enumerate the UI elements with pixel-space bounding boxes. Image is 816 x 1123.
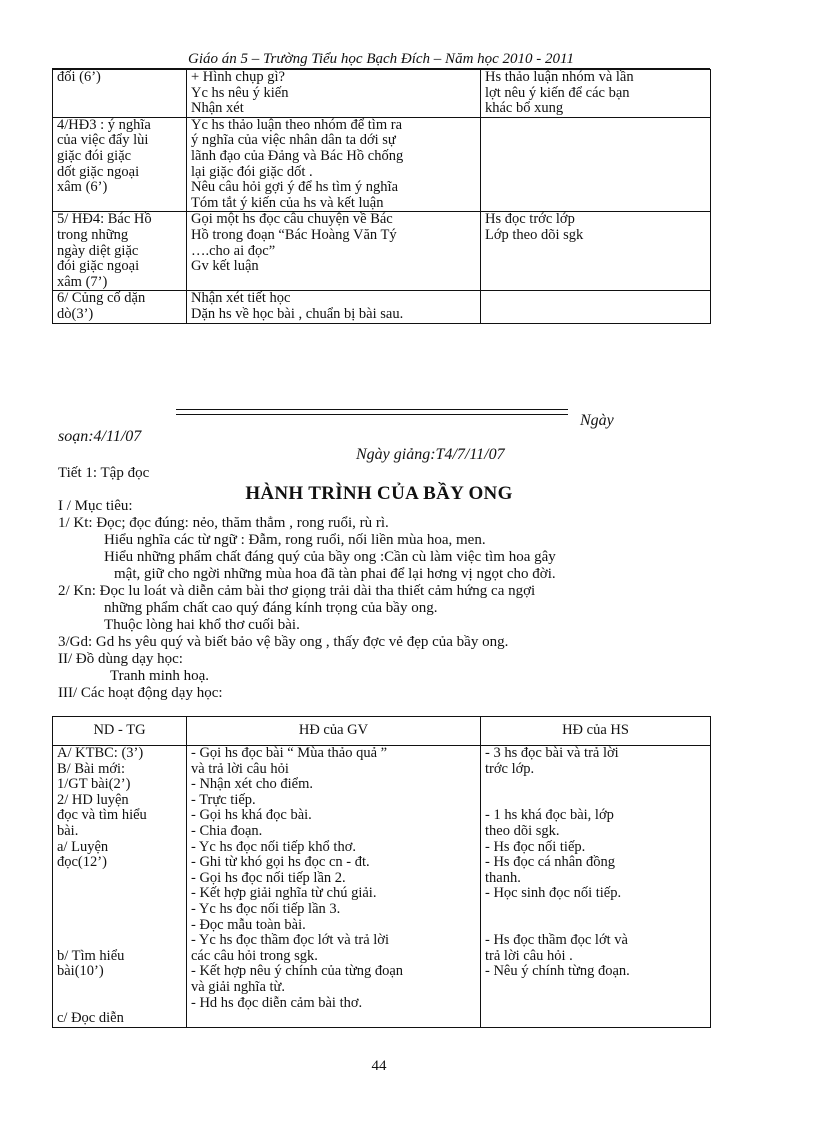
teacher-line: - Trực tiếp.: [191, 791, 256, 808]
teacher-line: - Yc hs đọc thầm đọc lớt và trả lời: [191, 932, 390, 949]
student-line: trớc lớp.: [485, 760, 535, 777]
teacher-line: - Gọi hs khá đọc bài.: [191, 807, 312, 824]
table-row: [53, 746, 711, 1028]
teacher-line: Nhận xét: [191, 100, 244, 117]
teacher-activity-cell: [187, 70, 481, 118]
teacher-activity-cell: [187, 117, 481, 212]
page-header: Giáo án 5 – Trường Tiểu học Bạch Đích – Năm học 2010 - 2011: [52, 50, 710, 69]
content-line: 1/GT bài(2’): [57, 776, 131, 793]
content-line: [57, 886, 182, 902]
objective-skill: 2/ Kn: Đọc lu loát và diễn cảm bài thơ giọng trải dài tha thiết cảm hứng ca ngợi: [58, 583, 536, 599]
teacher-line: - Yc hs đọc nối tiếp lần 3.: [191, 900, 341, 917]
content-line: [57, 980, 182, 996]
student-line: - Hs đọc nối tiếp.: [485, 838, 586, 855]
teacher-line: Gv kết luận: [191, 258, 259, 275]
teacher-line: - Kết hợp giải nghĩa từ chú giải.: [191, 885, 377, 902]
objective-education: 3/Gd: Gd hs yêu quý và biết bảo vệ bầy ong , thấy đợc vẻ đẹp của bầy ong.: [58, 634, 509, 650]
content-line: A/ KTBC: (3’): [57, 745, 144, 761]
objectives-heading: I / Mục tiêu:: [58, 498, 133, 514]
activities-heading: III/ Các hoạt động dạy học:: [58, 685, 223, 701]
objective-skill-cont: những phẩm chất cao quý đáng kính trọng của bầy ong.: [104, 600, 438, 616]
table-header-row: [53, 717, 711, 746]
teacher-line: Tóm tắt ý kiến của hs và kết luận: [191, 194, 384, 211]
table-row: [53, 212, 711, 291]
teacher-line: các câu hỏi trong sgk.: [191, 947, 318, 964]
student-line: - Hs đọc thầm đọc lớt và: [485, 932, 628, 949]
student-line: [485, 918, 706, 934]
table-row: [53, 291, 711, 323]
teacher-line: ….cho ai đọc”: [191, 242, 276, 259]
objective-knowledge-vocab: Hiểu nghĩa các từ ngữ : Đẫm, rong ruổi, nối liền mùa hoa, men.: [104, 532, 486, 548]
teacher-line: - Gọi hs đọc bài “ Mùa thảo quả ”: [191, 745, 388, 761]
teacher-line: - Nhận xét cho điểm.: [191, 776, 314, 793]
header-student-activity: HĐ của HS: [481, 717, 711, 746]
content-line: c/ Đọc diễn: [57, 1010, 124, 1027]
content-line: B/ Bài mới:: [57, 760, 126, 777]
teaching-date: Ngày giảng:T4/7/11/07: [356, 446, 505, 463]
teacher-activity-cell: [187, 291, 481, 323]
student-line: trả lời câu hỏi .: [485, 947, 573, 964]
prepared-date: soạn:4/11/07: [58, 428, 142, 445]
objective-knowledge-meaning: Hiểu những phẩm chất đáng quý của bầy ong :Cần cù làm việc tìm hoa gây: [104, 549, 556, 565]
content-line: dốt giặc ngoại: [57, 163, 140, 180]
content-line: [57, 871, 182, 887]
table-row: [53, 70, 711, 118]
content-line: đọc và tìm hiểu: [57, 807, 147, 824]
teacher-line: ý nghĩa của việc nhân dân ta dới sự: [191, 132, 396, 149]
teacher-line: - Kết hợp nêu ý chính của từng đoạn: [191, 963, 404, 980]
teacher-activity-cell: [187, 212, 481, 291]
content-line: [57, 902, 182, 918]
student-line: - 3 hs đọc bài và trả lời: [485, 745, 619, 761]
content-line: 4/HĐ3 : ý nghĩa: [57, 116, 151, 133]
content-line: 6/ Củng cố dặn: [57, 290, 146, 307]
content-line: đọc(12’): [57, 854, 107, 871]
teacher-line: Dặn hs về học bài , chuẩn bị bài sau.: [191, 305, 404, 322]
content-line: 2/ HD luyện: [57, 791, 129, 808]
student-line: thanh.: [485, 869, 521, 886]
content-line: dò(3’): [57, 305, 94, 322]
teacher-line: Gọi một hs đọc câu chuyện về Bác: [191, 211, 393, 228]
content-line: 5/ HĐ4: Bác Hồ: [57, 211, 152, 228]
student-activity-cell: [481, 212, 711, 291]
teacher-line: Yc hs thảo luận theo nhóm để tìm ra: [191, 116, 403, 133]
teacher-line: Hồ trong đoạn “Bác Hoàng Văn Tý: [191, 226, 397, 243]
page-number: 44: [371, 1058, 387, 1074]
student-activity-cell: [481, 70, 711, 118]
student-activity-cell: [481, 117, 711, 212]
student-line: - Nêu ý chính từng đoạn.: [485, 963, 630, 980]
student-line: [485, 793, 706, 809]
teacher-line: - Yc hs đọc nối tiếp khổ thơ.: [191, 838, 356, 855]
teacher-line: - Đọc mẫu toàn bài.: [191, 916, 306, 933]
materials-heading: II/ Đồ dùng dạy học:: [58, 651, 183, 667]
student-line: theo dõi sgk.: [485, 822, 560, 839]
teacher-line: - Ghi từ khó gọi hs đọc cn - đt.: [191, 854, 370, 871]
content-line: đói giặc ngoại: [57, 258, 140, 275]
content-time-cell: [53, 291, 187, 323]
table-row: [53, 117, 711, 212]
objective-knowledge-meaning-cont: mật, giữ cho ngời những mùa hoa đã tàn phai để lại hơng vị ngọt cho đời.: [114, 566, 556, 582]
lesson-objectives: [58, 498, 718, 702]
header-teacher-activity: HĐ của GV: [187, 717, 481, 746]
content-line: b/ Tìm hiểu: [57, 947, 125, 964]
teacher-line: Nêu câu hỏi gợi ý để hs tìm ý nghĩa: [191, 179, 399, 196]
content-time-cell: [53, 117, 187, 212]
content-time-cell: [53, 212, 187, 291]
content-line: [57, 996, 182, 1012]
student-line: - Hs đọc cá nhân đồng: [485, 854, 616, 871]
teacher-line: Yc hs nêu ý kiến: [191, 84, 289, 101]
content-line: bài(10’): [57, 963, 104, 980]
content-line: giặc đói giặc: [57, 147, 132, 164]
content-line: của việc đẩy lùi: [57, 132, 149, 149]
teacher-line: Nhận xét tiết học: [191, 290, 291, 307]
lesson-period: Tiết 1: Tập đọc: [58, 465, 150, 481]
teacher-line: và giải nghĩa từ.: [191, 978, 286, 995]
teacher-line: - Hd hs đọc diễn cảm bài thơ.: [191, 994, 363, 1011]
student-line: - 1 hs khá đọc bài, lớp: [485, 807, 614, 824]
teacher-activity-cell: [187, 746, 481, 1028]
content-time-cell: [53, 746, 187, 1028]
student-line: Hs thảo luận nhóm và lần: [485, 69, 634, 85]
teacher-line: và trả lời câu hỏi: [191, 760, 289, 777]
teacher-line: lại giặc đói giặc dốt .: [191, 163, 313, 180]
teacher-line: - Gọi hs đọc nối tiếp lần 2.: [191, 869, 346, 886]
student-line: [485, 777, 706, 793]
section-divider: [176, 409, 568, 415]
student-activity-cell: [481, 746, 711, 1028]
student-line: Lớp theo dõi sgk: [485, 226, 584, 243]
student-line: [485, 902, 706, 918]
student-activity-cell: [481, 291, 711, 323]
teacher-line: + Hình chụp gì?: [191, 69, 285, 85]
student-line: khác bổ xung: [485, 100, 564, 117]
content-line: [57, 933, 182, 949]
header-content-time: ND - TG: [53, 717, 187, 746]
student-line: lợt nêu ý kiến để các bạn: [485, 84, 630, 101]
materials-item: Tranh minh hoạ.: [110, 668, 210, 684]
objective-skill-memorize: Thuộc lòng hai khổ thơ cuối bài.: [104, 617, 300, 633]
teacher-line: lãnh đạo của Đảng và Bác Hồ chống: [191, 147, 404, 164]
content-line: đối (6’): [57, 69, 101, 85]
content-line: trong những: [57, 226, 129, 243]
content-line: [57, 918, 182, 934]
content-line: a/ Luyện: [57, 838, 109, 855]
lesson-plan-table-top: [52, 69, 711, 324]
activities-table: [52, 716, 711, 1028]
content-line: xâm (7’): [57, 273, 108, 290]
content-line: bài.: [57, 822, 79, 839]
content-time-cell: [53, 70, 187, 118]
content-line: xâm (6’): [57, 179, 108, 196]
date-label: Ngày: [580, 412, 614, 429]
student-line: - Học sinh đọc nối tiếp.: [485, 885, 622, 902]
teacher-line: - Chia đoạn.: [191, 822, 263, 839]
student-line: Hs đọc trớc lớp: [485, 211, 575, 228]
objective-knowledge: 1/ Kt: Đọc; đọc đúng: nẻo, thăm thẳm , rong ruổi, rù rì.: [58, 515, 389, 531]
lesson-title: HÀNH TRÌNH CỦA BẦY ONG: [245, 483, 513, 504]
content-line: ngày diệt giặc: [57, 242, 139, 259]
